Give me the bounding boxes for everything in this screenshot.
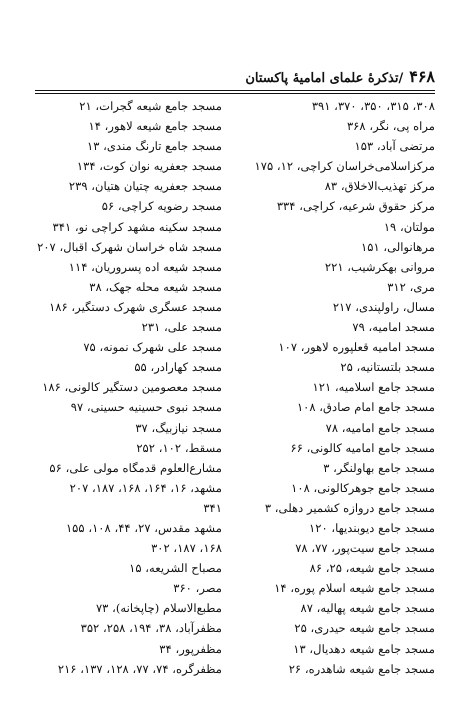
index-entry: مصر، ۳۶۰ (173, 581, 222, 596)
index-entry: مشارع‌العلوم قدمگاه مولی علی، ۵۶ (49, 460, 222, 475)
index-entry: مشهد مقدس، ۲۷، ۴۴، ۱۰۸، ۱۵۵ (65, 520, 222, 535)
index-entry: مظفرگره، ۷۴، ۷۷، ۱۲۸، ۱۳۷، ۲۱۶ (57, 661, 222, 676)
index-entry: مسجد جامع امامیه، ۷۸ (325, 420, 435, 435)
index-entry: مرهانوالی، ۱۵۱ (360, 239, 435, 254)
index-entry: مسجد امامیه، ۷۹ (352, 320, 435, 335)
index-entry: مسجد جامع شیعه گجرات، ۲۱ (79, 99, 222, 113)
index-entry: ۳۴۱ (203, 500, 222, 515)
index-entry: مسجد جامع شیعه حیدری، ۲۵ (294, 621, 435, 636)
index-entry: مسجد جامع اسلامیه، ۱۲۱ (312, 380, 435, 395)
index-entry: مسجد جامع شیعه، ۲۵، ۸۶ (309, 561, 435, 576)
index-entry: مرتضی آباد، ۱۵۳ (354, 139, 435, 154)
index-entry: مسجد علی شهرک نمونه، ۷۵ (83, 340, 222, 355)
index-entry: مظفرپور، ۳۴ (159, 641, 222, 656)
index-entry: مسجد معصومین دستگیر کالونی، ۱۸۶ (42, 380, 222, 395)
index-entry: مسجد جامع بهاولنگر، ۳ (323, 460, 435, 475)
index-entry: مسجد شیعه محله جهک، ۳۸ (89, 279, 222, 294)
index-entry: مسجد جامع امام صادق، ۱۰۸ (296, 400, 435, 415)
index-entry: مسجد جامع سیت‌پور، ۷۷، ۷۸ (295, 541, 435, 556)
index-entry: مروانی بهکرشیب، ۲۲۱ (324, 259, 435, 274)
index-entry: مسجد سکینه مشهد کراچی نو، ۳۴۱ (52, 219, 222, 234)
index-entry: مسجد جامع تارنگ مندی، ۱۳ (87, 139, 222, 154)
index-entry: مرکزاسلامی‌خراسان کراچی، ۱۲، ۱۷۵ (254, 159, 435, 174)
index-entry: مظفرآباد، ۳۸، ۱۹۴، ۲۵۸، ۳۵۲ (80, 621, 222, 636)
running-title: /تذکرهٔ علمای امامیهٔ پاکستان (245, 71, 404, 86)
index-entry: مسجد جامع شیعه اسلام پوره، ۱۴ (274, 581, 435, 596)
index-entry: مرکز حقوق شرعیه، کراچی، ۳۳۴ (276, 199, 435, 214)
index-entry: ۳۰۸، ۳۱۵، ۳۵۰، ۳۷۰، ۳۹۱ (311, 99, 435, 113)
index-entry: مسجد جعفریه نوان کوت، ۱۳۴ (76, 159, 222, 174)
index-entry: مسجد جامع دیوبندیها، ۱۲۰ (309, 520, 435, 535)
index-entry: مسجد جامع جوهرکالونی، ۱۰۸ (291, 480, 435, 495)
index-column-right (230, 96, 435, 679)
index-entry: مسجد بلتستانیه، ۲۵ (340, 360, 435, 375)
index-entry: مولتان، ۱۹ (383, 219, 435, 234)
header-rule (35, 90, 435, 91)
page-header (100, 62, 435, 86)
index-entry: مسجد شاه خراسان شهرک اقبال، ۲۰۷ (37, 239, 222, 254)
index-entry: مصباح الشریعه، ۱۵ (129, 561, 222, 576)
index-entry: مسجد علی، ۲۳۱ (141, 320, 222, 335)
index-entry: مرکز تهذیب‌الاخلاق، ۸۳ (324, 179, 435, 194)
index-entry: مسجد امامیه قعلپوره لاهور، ۱۰۷ (278, 340, 435, 355)
index-entry: مسجد کهارادر، ۵۵ (134, 360, 222, 375)
index-entry: مسجد جامع شیعه شاهدره، ۲۶ (288, 661, 435, 676)
index-entry: مسجد عسگری شهرک دستگیر، ۱۸۶ (49, 299, 222, 314)
index-entry: مسجد جامع دروازه کشمیر دهلی، ۳ (264, 500, 435, 515)
index-entry: مسجد شیعه اده پسروریان، ۱۱۴ (68, 259, 222, 274)
index-entry: مسجد جعفریه چتیان هتیان، ۲۳۹ (68, 179, 222, 194)
index-entry: مشهد، ۱۶، ۱۶۴، ۱۶۸، ۱۸۷، ۲۰۷ (69, 480, 222, 495)
index-entry: مطبع‌الاسلام (چاپخانه)، ۷۳ (95, 601, 222, 616)
index-entry: مسال، راولپندی، ۲۱۷ (332, 299, 435, 314)
index-entry: مسجد جامع شیعه پهالیه، ۸۷ (300, 601, 435, 616)
index-entry: مسقط، ۱۰۲، ۲۵۲ (136, 440, 222, 455)
index-entry: مسجد نبوی حسینیه حسینی، ۹۷ (70, 400, 222, 415)
index-entry: مسجد جامع شیعه دهدیال، ۱۳ (293, 641, 435, 656)
index-entry: مسجد نیازبیگ، ۳۷ (135, 420, 222, 435)
index-entry: مری، ۳۱۲ (387, 279, 435, 294)
index-entry: ۱۶۸، ۱۸۷، ۳۰۲ (151, 541, 222, 556)
index-entry: مراه پی، نگر، ۳۶۸ (346, 119, 435, 134)
index-entry: مسجد رضویه کراچی، ۵۶ (101, 199, 222, 214)
index-column-left (17, 96, 222, 679)
header-rule-thin (35, 93, 435, 94)
index-entry: مسجد جامع امامیه کالونی، ۶۶ (290, 440, 435, 455)
index-entry: مسجد جامع شیعه لاهور، ۱۴ (88, 119, 222, 134)
page-number: ۴۶۸ (409, 67, 435, 86)
